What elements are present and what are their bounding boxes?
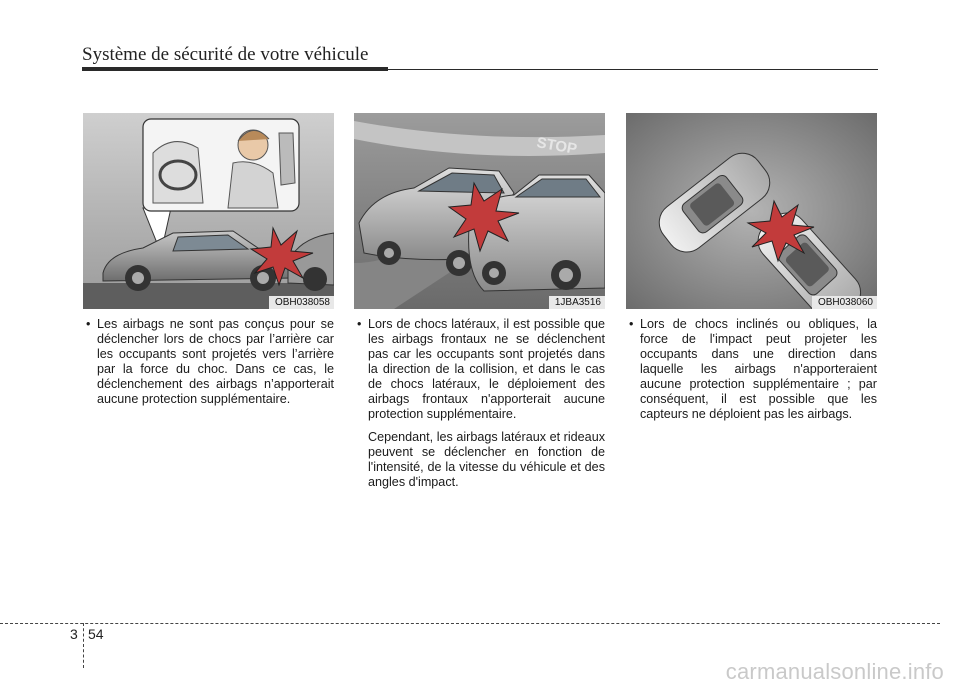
stop-road-marking: STOP bbox=[535, 134, 579, 158]
figure-code: 1JBA3516 bbox=[549, 296, 605, 309]
footer-divider bbox=[83, 623, 84, 668]
text-column-oblique bbox=[626, 317, 877, 422]
bullet-side-collision: • Lors de chocs latéraux, il est possible que les airbags frontaux ne se déclenchent pas car les occupants sont projetés dans la direction de la collision, et dans le cas de chocs latéraux, le déploiement des airbags frontaux n'apporterait aucune protection supplémentaire. bbox=[354, 317, 605, 422]
figure-oblique-collision bbox=[626, 113, 877, 309]
page-header-title: Système de sécurité de votre véhicule bbox=[82, 44, 369, 65]
oblique-collision-illustration bbox=[626, 113, 877, 309]
text-column-rear bbox=[83, 317, 334, 407]
figure-rear-collision bbox=[83, 113, 334, 309]
header-rule bbox=[82, 67, 388, 71]
figure-code: OBH038060 bbox=[812, 296, 877, 309]
footer-rule bbox=[0, 623, 940, 624]
rear-collision-illustration bbox=[83, 113, 334, 309]
header-rule-thin bbox=[388, 69, 878, 70]
text-column-side bbox=[354, 317, 605, 490]
chapter-number: 3 bbox=[70, 626, 78, 642]
paragraph-side-airbags: Cependant, les airbags latéraux et rideaux peuvent se déclencher en fonction de l'intensité, de la vitesse du véhicule et des angles d'impact. bbox=[368, 430, 605, 489]
bullet-rear-collision: • Les airbags ne sont pas conçus pour se déclencher lors de chocs par l’arrière car les occupants sont projetés vers l’arrière par la force du choc. Dans ce cas, le déclenchement des airbags n’apporterait aucune protection supplémentaire. bbox=[83, 317, 334, 407]
side-collision-illustration bbox=[354, 113, 605, 309]
bullet-oblique-collision: • Lors de chocs inclinés ou obliques, la force de l'impact peut projeter les occupants dans une direction dans laquelle les airbags n'apporteraient aucune protection supplémentaire ; par conséquent, il est possible que les capteurs ne déploient pas les airbags. bbox=[626, 317, 877, 422]
figure-side-collision bbox=[354, 113, 605, 309]
watermark: carmanualsonline.info bbox=[725, 659, 944, 684]
page-number: 54 bbox=[88, 626, 104, 642]
figure-code: OBH038058 bbox=[269, 296, 334, 309]
